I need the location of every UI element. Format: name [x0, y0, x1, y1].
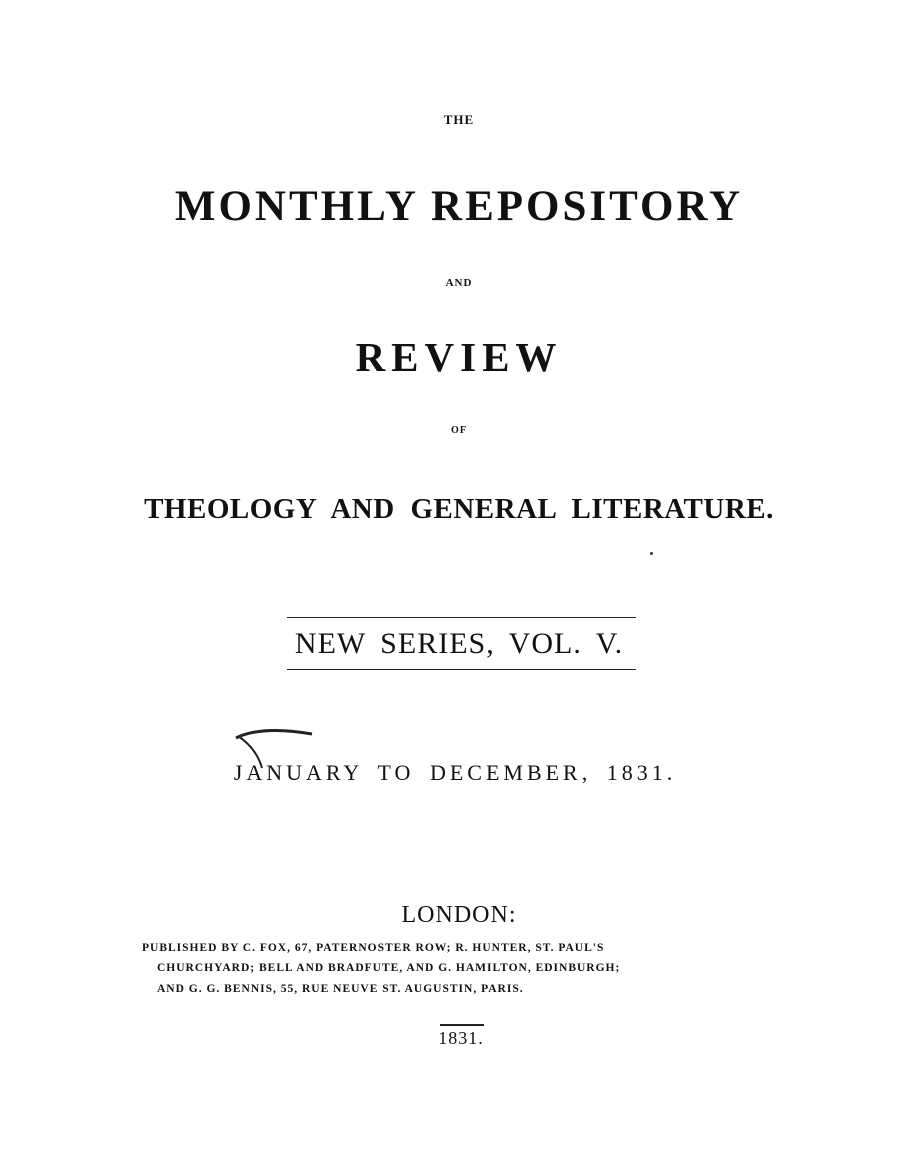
imprint-line-1: PUBLISHED BY C. FOX, 67, PATERNOSTER ROW; R. HUNTER, ST. PAUL'S	[142, 942, 605, 954]
place-of-publication: LONDON:	[401, 902, 517, 928]
series-line: NEW SERIES, VOL. V.	[294, 627, 624, 660]
ink-speck	[650, 552, 653, 555]
subject-line: THEOLOGY AND GENERAL LITERATURE.	[144, 493, 774, 525]
imprint-line-3: AND G. G. BENNIS, 55, RUE NEUVE ST. AUGUSTIN, PARIS.	[157, 983, 524, 995]
bottom-rule	[287, 669, 636, 670]
date-range: JANUARY TO DECEMBER, 1831.	[233, 760, 677, 785]
top-rule	[287, 617, 636, 618]
main-title: MONTHLY REPOSITORY	[174, 183, 744, 230]
review-title: REVIEW	[355, 334, 563, 380]
and-word: AND	[445, 277, 473, 289]
of-word: OF	[451, 425, 467, 436]
year-rule	[440, 1024, 484, 1026]
the-word: THE	[443, 112, 475, 127]
imprint-line-2: CHURCHYARD; BELL AND BRADFUTE, AND G. HAMILTON, EDINBURGH;	[157, 962, 621, 974]
publication-year: 1831.	[438, 1028, 484, 1048]
